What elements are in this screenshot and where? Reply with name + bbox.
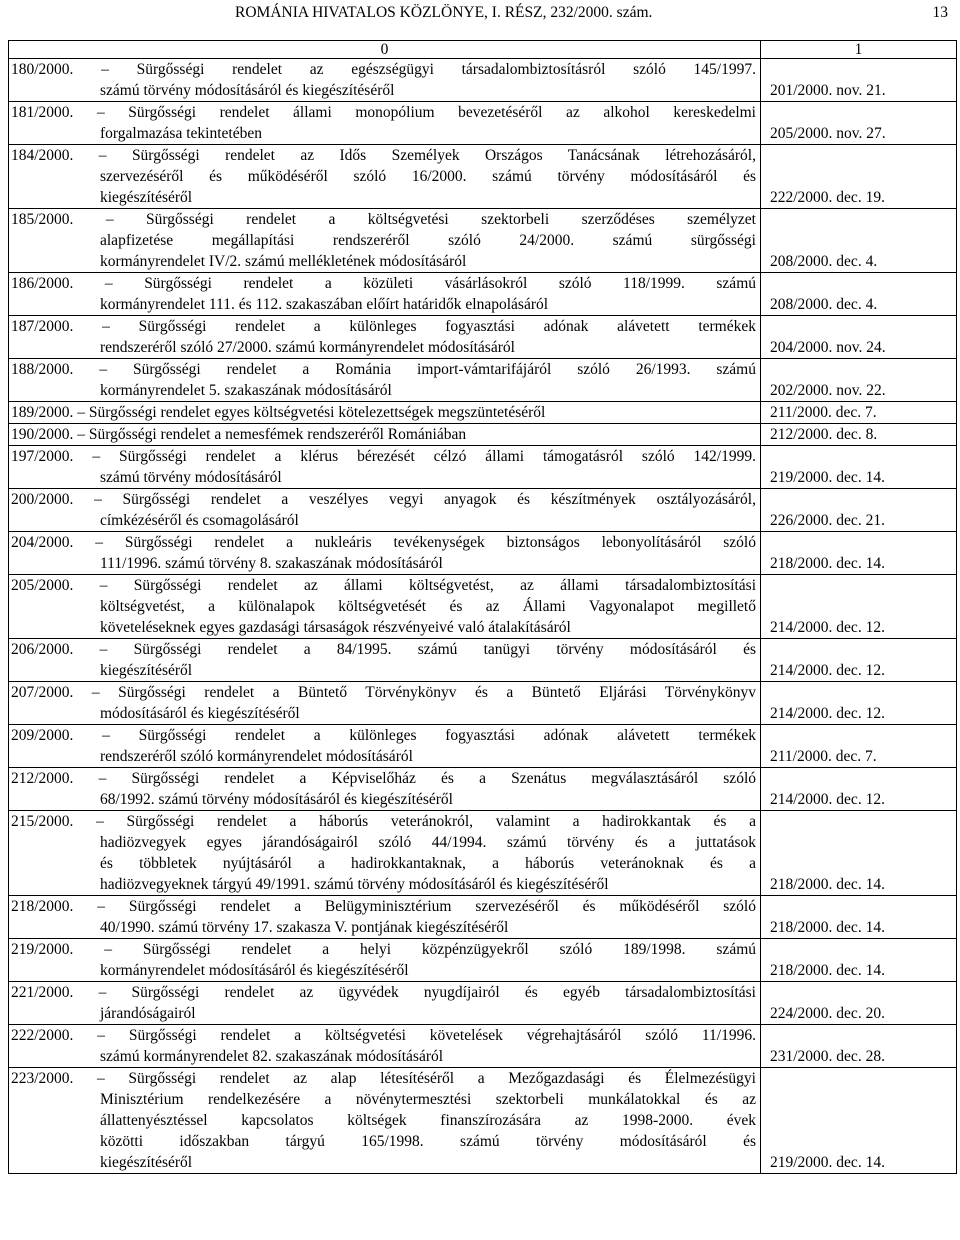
decree-continuation-line: költségvetést, a különalapok költségvetését és az Állami Vagyonalapot megillető xyxy=(100,598,756,615)
decree-continuation-line: forgalmazása tekintetében xyxy=(100,125,262,142)
decree-description xyxy=(9,145,761,209)
table-row xyxy=(9,402,957,424)
decree-continuation-line: kormányrendelet módosításáról és kiegészítéséről xyxy=(100,962,409,979)
table-row xyxy=(9,489,957,532)
table-row xyxy=(9,896,957,939)
publication-title: ROMÁNIA HIVATALOS KÖZLÖNYE, I. RÉSZ, 232/2000. szám. xyxy=(235,4,653,21)
gazette-reference: 218/2000. dec. 14. xyxy=(761,896,957,939)
decree-continuation-line: módosításáról és kiegészítéséről xyxy=(100,705,300,722)
gazette-reference: 214/2000. dec. 12. xyxy=(761,682,957,725)
gazette-reference: 218/2000. dec. 14. xyxy=(761,811,957,896)
decree-description xyxy=(9,811,761,896)
table-row xyxy=(9,639,957,682)
decree-continuation-line: 111/1996. számú törvény 8. szakaszának módosításáról xyxy=(100,555,443,572)
table-row xyxy=(9,982,957,1025)
table-row xyxy=(9,273,957,316)
decree-title-line: 204/2000. – Sürgősségi rendelet a nukleáris tevékenységek biztonságos lebonyolításáról szóló xyxy=(11,534,756,551)
decree-continuation-line: kiegészítéséről xyxy=(100,1154,193,1171)
decree-continuation-line: kormányrendelet IV/2. számú mellékletének módosításáról xyxy=(100,253,467,270)
table-row xyxy=(9,768,957,811)
decree-title-line: 215/2000. – Sürgősségi rendelet a háborús veteránokról, valamint a hadirokkantak és a xyxy=(11,813,756,830)
decree-continuation-line: 40/1990. számú törvény 17. szakasza V. pontjának kiegészítéséről xyxy=(100,919,509,936)
table-row xyxy=(9,102,957,145)
decree-continuation-line: kiegészítéséről xyxy=(100,189,193,206)
table-row xyxy=(9,359,957,402)
decree-description xyxy=(9,273,761,316)
column-header-1: 1 xyxy=(761,41,957,59)
table-row xyxy=(9,532,957,575)
gazette-reference: 204/2000. nov. 24. xyxy=(761,316,957,359)
gazette-reference: 218/2000. dec. 14. xyxy=(761,532,957,575)
decree-title-line: 180/2000. – Sürgősségi rendelet az egészségügyi társadalombiztosításról szóló 145/1997. xyxy=(11,61,756,78)
decree-continuation-line: 68/1992. számú törvény módosításáról és kiegészítéséről xyxy=(100,791,453,808)
decree-continuation-line: címkézéséről és csomagolásáról xyxy=(100,512,299,529)
decree-continuation-line: hadiözvegyeknek tárgyú 49/1991. számú törvény módosításáról és kiegészítéséről xyxy=(100,876,609,893)
decree-title-line: 188/2000. – Sürgősségi rendelet a Románia import-vámtarifájáról szóló 26/1993. számú xyxy=(11,361,756,378)
decree-continuation-line: követeléseknek egyes gazdasági társaságok részvényeivé való átalakításáról xyxy=(100,619,571,636)
gazette-reference: 212/2000. dec. 8. xyxy=(761,424,957,446)
decree-title-line: 209/2000. – Sürgősségi rendelet a különleges fogyasztási adónak alávetett termékek xyxy=(11,727,756,744)
decree-description xyxy=(9,725,761,768)
decree-description xyxy=(9,1068,761,1174)
decree-description xyxy=(9,768,761,811)
table-row xyxy=(9,145,957,209)
decree-description xyxy=(9,1025,761,1068)
table-row xyxy=(9,1025,957,1068)
decree-title-line: 184/2000. – Sürgősségi rendelet az Idős Személyek Országos Tanácsának létrehozásáról, xyxy=(11,147,756,164)
decree-description xyxy=(9,446,761,489)
gazette-reference: 214/2000. dec. 12. xyxy=(761,575,957,639)
gazette-reference: 202/2000. nov. 22. xyxy=(761,359,957,402)
decree-description xyxy=(9,59,761,102)
legislation-table xyxy=(8,40,957,1174)
decree-description xyxy=(9,402,761,424)
decree-continuation-line: közötti időszakban tárgyú 165/1998. számú törvény módosításáról és xyxy=(100,1133,756,1150)
decree-description xyxy=(9,575,761,639)
decree-description xyxy=(9,209,761,273)
gazette-reference: 214/2000. dec. 12. xyxy=(761,639,957,682)
table-row xyxy=(9,682,957,725)
decree-description xyxy=(9,939,761,982)
decree-title-line: 218/2000. – Sürgősségi rendelet a Belügyminisztérium szervezéséről és működéséről szóló xyxy=(11,898,756,915)
decree-continuation-line: kormányrendelet 111. és 112. szakaszában előírt határidők elnapolásáról xyxy=(100,296,549,313)
gazette-reference: 231/2000. dec. 28. xyxy=(761,1025,957,1068)
decree-continuation-line: kormányrendelet 5. szakaszának módosításáról xyxy=(100,382,392,399)
decree-title-line: 189/2000. – Sürgősségi rendelet egyes költségvetési kötelezettségek megszüntetéséről xyxy=(11,404,546,421)
decree-description xyxy=(9,532,761,575)
table-row xyxy=(9,725,957,768)
gazette-reference: 226/2000. dec. 21. xyxy=(761,489,957,532)
gazette-reference: 201/2000. nov. 21. xyxy=(761,59,957,102)
decree-title-line: 190/2000. – Sürgősségi rendelet a nemesfémek rendszeréről Romániában xyxy=(11,426,467,443)
gazette-reference: 208/2000. dec. 4. xyxy=(761,209,957,273)
decree-continuation-line: szervezéséről és működéséről szóló 16/2000. számú törvény módosításáról és xyxy=(100,168,756,185)
decree-title-line: 186/2000. – Sürgősségi rendelet a közületi vásárlásokról szóló 118/1999. számú xyxy=(11,275,756,292)
table-row xyxy=(9,446,957,489)
decree-title-line: 185/2000. – Sürgősségi rendelet a költségvetési szektorbeli szerződéses személyzet xyxy=(11,211,756,228)
decree-continuation-line: számú törvény módosításáról xyxy=(100,469,282,486)
decree-description xyxy=(9,359,761,402)
table-header-row xyxy=(9,41,957,59)
decree-continuation-line: állattenyésztéssel kapcsolatos költségek finanszírozására az 1998-2000. évek xyxy=(100,1112,756,1129)
decree-title-line: 223/2000. – Sürgősségi rendelet az alap létesítéséről a Mezőgazdasági és Élelmezésügyi xyxy=(11,1070,756,1087)
decree-description xyxy=(9,489,761,532)
decree-continuation-line: számú törvény módosításáról és kiegészítéséről xyxy=(100,82,395,99)
page-number: 13 xyxy=(932,4,948,21)
decree-description xyxy=(9,639,761,682)
page-header xyxy=(0,4,960,30)
gazette-reference: 219/2000. dec. 14. xyxy=(761,1068,957,1174)
decree-continuation-line: alapfizetése megállapítási rendszeréről szóló 24/2000. számú sürgősségi xyxy=(100,232,756,249)
table-row xyxy=(9,811,957,896)
decree-continuation-line: és többletek nyújtásáról a hadirokkantaknak, a háborús veteránoknak és a xyxy=(100,855,756,872)
decree-continuation-line: járandóságairól xyxy=(100,1005,196,1022)
table-row xyxy=(9,59,957,102)
decree-title-line: 205/2000. – Sürgősségi rendelet az állami költségvetést, az állami társadalombiztosítási xyxy=(11,577,756,594)
decree-description xyxy=(9,682,761,725)
table-row xyxy=(9,209,957,273)
gazette-reference: 205/2000. nov. 27. xyxy=(761,102,957,145)
decree-title-line: 200/2000. – Sürgősségi rendelet a veszélyes vegyi anyagok és készítmények osztályozásáról, xyxy=(11,491,756,508)
decree-title-line: 181/2000. – Sürgősségi rendelet állami monopólium bevezetéséről az alkohol kereskedelmi xyxy=(11,104,756,121)
decree-title-line: 207/2000. – Sürgősségi rendelet a Büntető Törvénykönyv és a Büntető Eljárási Törvénykönyv xyxy=(11,684,756,701)
gazette-reference: 218/2000. dec. 14. xyxy=(761,939,957,982)
decree-title-line: 212/2000. – Sürgősségi rendelet a Képviselőház és a Szenátus megválasztásáról szóló xyxy=(11,770,756,787)
gazette-reference: 214/2000. dec. 12. xyxy=(761,768,957,811)
gazette-reference: 222/2000. dec. 19. xyxy=(761,145,957,209)
decree-title-line: 219/2000. – Sürgősségi rendelet a helyi közpénzügyekről szóló 189/1998. számú xyxy=(11,941,756,958)
decree-continuation-line: rendszeréről szóló kormányrendelet módosításáról xyxy=(100,748,413,765)
gazette-reference: 211/2000. dec. 7. xyxy=(761,402,957,424)
table-row xyxy=(9,939,957,982)
table-row xyxy=(9,316,957,359)
gazette-reference: 219/2000. dec. 14. xyxy=(761,446,957,489)
decree-title-line: 222/2000. – Sürgősségi rendelet a költségvetési követelések végrehajtásáról szóló 11/1996. xyxy=(11,1027,756,1044)
table-row xyxy=(9,424,957,446)
table-row xyxy=(9,1068,957,1174)
decree-title-line: 206/2000. – Sürgősségi rendelet a 84/1995. számú tanügyi törvény módosításáról és xyxy=(11,641,756,658)
gazette-reference: 208/2000. dec. 4. xyxy=(761,273,957,316)
decree-description xyxy=(9,316,761,359)
decree-continuation-line: hadiözvegyek egyes járandóságairól szóló 44/1994. számú törvény és a juttatások xyxy=(100,834,756,851)
gazette-reference: 211/2000. dec. 7. xyxy=(761,725,957,768)
decree-continuation-line: Minisztérium rendelkezésére a növénytermesztési szektorbeli munkálatokkal és az xyxy=(100,1091,756,1108)
decree-description xyxy=(9,896,761,939)
decree-title-line: 197/2000. – Sürgősségi rendelet a klérus bérezését célzó állami támogatásról szóló 142/1999. xyxy=(11,448,756,465)
decree-description xyxy=(9,102,761,145)
column-header-0: 0 xyxy=(9,41,761,59)
table-row xyxy=(9,575,957,639)
decree-title-line: 221/2000. – Sürgősségi rendelet az ügyvédek nyugdíjairól és egyéb társadalombiztosítási xyxy=(11,984,756,1001)
decree-continuation-line: rendszeréről szóló 27/2000. számú kormányrendelet módosításáról xyxy=(100,339,515,356)
decree-continuation-line: számú kormányrendelet 82. szakaszának módosításáról xyxy=(100,1048,444,1065)
decree-description xyxy=(9,982,761,1025)
decree-description xyxy=(9,424,761,446)
decree-title-line: 187/2000. – Sürgősségi rendelet a különleges fogyasztási adónak alávetett termékek xyxy=(11,318,756,335)
decree-continuation-line: kiegészítéséről xyxy=(100,662,193,679)
gazette-reference: 224/2000. dec. 20. xyxy=(761,982,957,1025)
